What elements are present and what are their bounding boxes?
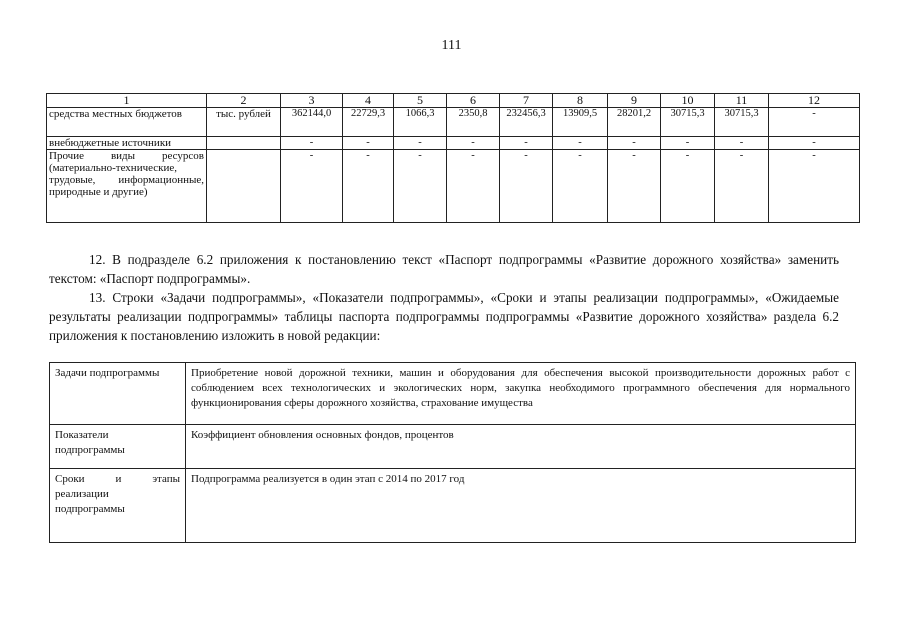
value-cell: -: [553, 137, 608, 150]
value-cell: -: [715, 137, 769, 150]
row-label: внебюджетные источники: [47, 137, 207, 150]
value-cell: 22729,3: [343, 108, 394, 137]
row-unit: тыс. рублей: [207, 108, 281, 137]
passport-label: Сроки и этапы реализации подпрограммы: [50, 469, 186, 543]
value-cell: -: [661, 137, 715, 150]
row-unit: [207, 150, 281, 223]
value-cell: 1066,3: [394, 108, 447, 137]
header-cell: 3: [281, 94, 343, 108]
value-cell: -: [608, 150, 661, 223]
value-cell: 13909,5: [553, 108, 608, 137]
value-cell: 232456,3: [500, 108, 553, 137]
passport-label: Задачи подпрограммы: [50, 363, 186, 425]
header-cell: 8: [553, 94, 608, 108]
header-cell: 7: [500, 94, 553, 108]
row-unit: [207, 137, 281, 150]
passport-value: Коэффициент обновления основных фондов, процентов: [186, 425, 856, 469]
value-cell: -: [769, 150, 860, 223]
paragraph-13: 13. Строки «Задачи подпрограммы», «Показатели подпрограммы», «Сроки и этапы реализации подпрограммы», «Ожидаемые результаты реализации подпрограммы» таблицы паспорта подпрограммы подпрограммы «Развитие дорожного хозяйства» раздела 6.2 приложения к постановлению изложить в новой редакции:: [49, 290, 839, 343]
passport-table: [49, 362, 856, 543]
value-cell: -: [500, 150, 553, 223]
passport-value: Приобретение новой дорожной техники, машин и оборудования для обеспечения высокой производительности дорожных работ с соблюдением всех технологических и экологических норм, закупка необходимого программного обеспечения для нормального функционирования сферы дорожного хозяйства, страхование имущества: [186, 363, 856, 425]
value-cell: -: [343, 137, 394, 150]
table-row: [47, 137, 860, 150]
value-cell: 28201,2: [608, 108, 661, 137]
header-cell: 6: [447, 94, 500, 108]
value-cell: -: [343, 150, 394, 223]
table-row: [47, 108, 860, 137]
value-cell: -: [281, 150, 343, 223]
finance-table-header: [47, 94, 860, 108]
value-cell: 30715,3: [715, 108, 769, 137]
value-cell: 362144,0: [281, 108, 343, 137]
value-cell: -: [769, 137, 860, 150]
value-cell: 30715,3: [661, 108, 715, 137]
header-cell: 11: [715, 94, 769, 108]
header-cell: 4: [343, 94, 394, 108]
finance-table: [46, 93, 860, 223]
page-number: 111: [441, 38, 462, 53]
value-cell: -: [281, 137, 343, 150]
row-label: средства местных бюджетов: [47, 108, 207, 137]
value-cell: -: [553, 150, 608, 223]
value-cell: -: [394, 137, 447, 150]
passport-value: Подпрограмма реализуется в один этап с 2014 по 2017 год: [186, 469, 856, 543]
value-cell: -: [769, 108, 860, 137]
table-row: [50, 425, 856, 469]
table-row: [50, 469, 856, 543]
row-label: Прочие виды ресурсов (материально-технические, трудовые, информационные, природные и другие): [47, 150, 207, 223]
passport-label: Показатели подпрограммы: [50, 425, 186, 469]
value-cell: -: [447, 137, 500, 150]
value-cell: -: [608, 137, 661, 150]
header-cell: 2: [207, 94, 281, 108]
table-row: [50, 363, 856, 425]
paragraph-12: 12. В подразделе 6.2 приложения к постановлению текст «Паспорт подпрограммы «Развитие дорожного хозяйства» заменить текстом: «Паспорт подпрограммы».: [49, 252, 839, 286]
header-cell: 10: [661, 94, 715, 108]
value-cell: -: [394, 150, 447, 223]
value-cell: -: [715, 150, 769, 223]
value-cell: -: [447, 150, 500, 223]
header-cell: 5: [394, 94, 447, 108]
value-cell: 2350,8: [447, 108, 500, 137]
value-cell: -: [661, 150, 715, 223]
header-cell: 12: [769, 94, 860, 108]
header-cell: 1: [47, 94, 207, 108]
header-cell: 9: [608, 94, 661, 108]
value-cell: -: [500, 137, 553, 150]
table-row: [47, 150, 860, 223]
